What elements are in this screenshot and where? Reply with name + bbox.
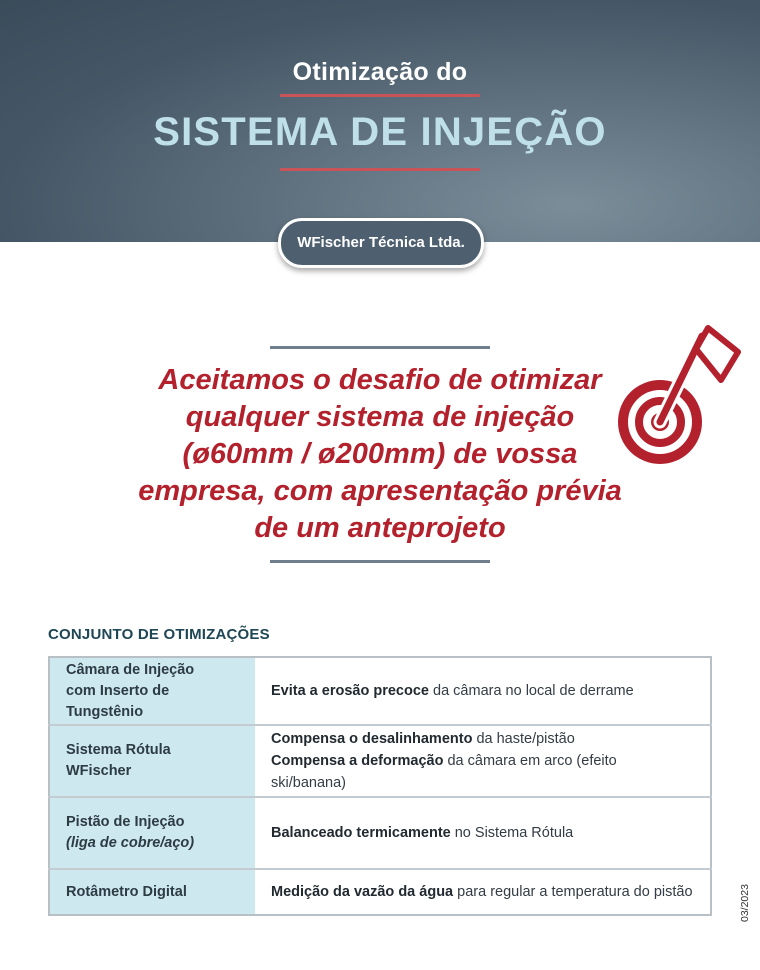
slogan-line: empresa, com apresentação prévia: [138, 475, 622, 507]
feature-label: Pistão de Injeção: [66, 814, 185, 830]
description-text: da haste/pistão: [472, 731, 575, 747]
slogan-line: Aceitamos o desafio de otimizar: [158, 364, 602, 396]
feature-label: Sistema Rótula WFischer: [66, 742, 171, 779]
feature-cell: [49, 869, 255, 915]
feature-label: Rotâmetro Digital: [66, 883, 187, 900]
description-text: da câmara no local de derrame: [428, 683, 634, 699]
feature-label: (liga de cobre/aço): [66, 835, 195, 851]
company-badge: WFischer Técnica Ltda.: [278, 218, 484, 268]
description-highlight: Compensa a deformação: [271, 753, 444, 769]
description-text: no Sistema Rótula: [450, 825, 574, 841]
header-banner: [0, 0, 760, 242]
table-row: [49, 869, 711, 915]
page-title: SISTEMA DE INJEÇÃO: [153, 110, 607, 154]
description-cell: [255, 797, 711, 869]
target-flag-icon: [610, 322, 745, 472]
description-cell: [255, 657, 711, 725]
table-row: [49, 725, 711, 797]
section-title: CONJUNTO DE OTIMIZAÇÕES: [48, 626, 270, 643]
divider-red-top: [280, 94, 480, 97]
divider-slate-bottom: [270, 560, 490, 563]
feature-label: com Inserto de Tungstênio: [66, 682, 170, 720]
description-highlight: Medição da vazão da água: [271, 884, 454, 900]
divider-slate-top: [270, 346, 490, 349]
feature-label: Câmara de Injeção: [66, 661, 195, 678]
feature-cell: [49, 797, 255, 869]
divider-red-bottom: [280, 168, 480, 171]
header-subtitle: Otimização do: [292, 58, 468, 86]
description-highlight: Evita a erosão precoce: [271, 683, 429, 699]
table-row: [49, 797, 711, 869]
table-row: [49, 657, 711, 725]
description-highlight: Compensa o desalinhamento: [271, 731, 473, 747]
feature-cell: [49, 657, 255, 725]
optimizations-table: [48, 656, 712, 916]
description-text: para regular a temperatura do pistão: [453, 884, 693, 900]
feature-cell: [49, 725, 255, 797]
description-highlight: Balanceado termicamente: [271, 825, 451, 841]
description-text: da câmara em arco (efeito ski/banana): [271, 753, 617, 791]
description-cell: [255, 869, 711, 915]
slogan: [95, 362, 665, 547]
slogan-line: de um anteprojeto: [254, 512, 506, 544]
slogan-line: qualquer sistema de injeção: [185, 401, 575, 433]
description-cell: [255, 725, 711, 797]
edition-date: 03/2023: [739, 884, 751, 922]
slogan-line: (ø60mm / ø200mm) de vossa: [182, 438, 578, 470]
